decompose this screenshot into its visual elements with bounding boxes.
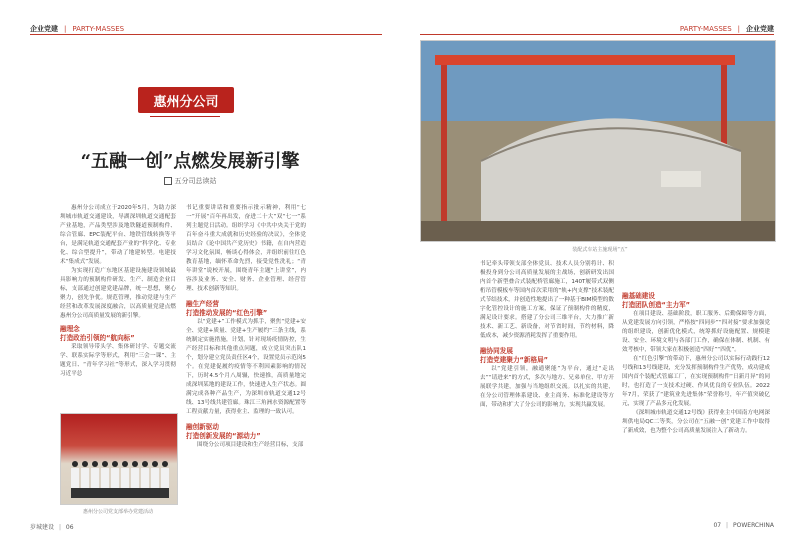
section-label-right: 企业党建 xyxy=(746,25,774,33)
subheading: 融基础建设 xyxy=(622,292,655,300)
group-photo-figures xyxy=(61,414,177,504)
author-box-icon xyxy=(164,177,172,185)
publication-name: 岁城建设 xyxy=(30,524,55,531)
section-sub-right: PARTY-MASSES xyxy=(679,25,732,33)
page-number: 06 xyxy=(65,524,74,531)
author-name: 五分司总读站 xyxy=(174,177,217,185)
paragraph: 采取领导带头学、集体研讨学、专题交流学、联系实际学等形式，利用“三会一课”、主题党日、“青年学习社”等形式，深入学习贯彻习近平总 xyxy=(60,344,176,377)
subheading: 融理念 xyxy=(60,325,80,333)
construction-photo xyxy=(420,40,776,242)
paragraph: 书记重要讲话和重要指示批示精神，利用“七一”开展“百年再出发，奋进二十大”双“七一”系列主题党日活动。组织学习《中共中央关于党的百年奋斗重大成就和历史经验的决议》，全体党员结合《论中国共产党历史》书籍，在自内营造学习文化氛围，畅谈心得体会，并组织前往红色教育基地，缅怀革命先烈，接受党性洗礼；“青年讲堂”说校开展，围绕青年主题“上讲堂”，内容涉及业务、安全、财务、企业管理、经营管理、技术创新等知识。 xyxy=(186,205,306,292)
paragraph: 惠州分公司成立于2020年5月，为助力深圳城市轨道交通建设，导湖深圳轨道交通配套产业基地，产品类型涉及地铁隧道预制构件、综合管廊、EPC装配平台、地铁管线转换等平台，是满足轨道交通配套产业的“科学化、专业化、综合型提升”，带动了地建转型。电建技术“集成式”发展。 xyxy=(60,205,176,265)
company-banner: 惠州分公司 xyxy=(138,87,234,113)
subheading: 打造创新发展的“源动力” xyxy=(186,432,261,440)
footer-right: 07 | POWERCHINA xyxy=(713,522,774,529)
photo-caption: 惠州分公司党支部举办党建活动 xyxy=(82,509,153,515)
subheading: 打造党建聚力“新格局” xyxy=(480,356,549,364)
photo-caption: 装配式车站主施现场“五” xyxy=(572,247,628,253)
column-4 xyxy=(622,292,770,436)
footer-left: 岁城建设 | 06 xyxy=(30,524,74,531)
paragraph: 《深圳城市轨道交通12号线》获得业主中国南方电网深圳供电局QC二等奖，分公司在“五融一创”党建工作中取得了新成效，也为整个公司高质量发展注入了新动力。 xyxy=(622,410,770,434)
column-2 xyxy=(186,204,306,450)
subheading: 打造推动发展的“红色引擎” xyxy=(186,309,268,317)
paragraph: 在项目建设、基础阶段，职工服务、后勤保障等方面，从党建发展方向引领，严格按“四同步”“四对接”要求加强党的组织建设，创新优化模式，统筹抓好设施配置、规模建设、安全、环境文明与各部门工作，确保在体制、机制、有效考核中，带领大家在积极创造“四好”“四优”。 xyxy=(622,311,770,353)
subheading: 融创新驱动 xyxy=(186,423,219,431)
publication-brand: POWERCHINA xyxy=(733,522,774,529)
header-left: 企业党建 | PARTY-MASSES xyxy=(30,25,125,33)
header-rule-right xyxy=(420,34,774,35)
paragraph: 以“党建引领，融通聚能”为平台，通过“走出去”“请进来”的方式，多次与地方、兄弟单位、甲方开展联学共建，加强与当地组织交流。以扎实的共建，在分公司管理体系建设、业主商务、标准化建设等方面，带动和扩大了分公司的影响力，实现共赢发展。 xyxy=(480,366,614,408)
paragraph: 围绕分公司项目建设和生产经营目标，支部 xyxy=(197,442,304,448)
paragraph: 书记牵头带领支部全体党员、技术人员分别将计、积极投身到分公司高质量发展的主战场，创新研发出国内首个新型叠合式装配桥管廊施工，140T履带式双侧桁吊管模板车等国内首次采用的“轨+内支撑”技术装配式节结技术，并创造性地提出了一种基于BIM模型的数字化管控设计的施工方案，保证了预制构件的精度，满足设计要求。搭建了分公司三维平台，大力推广新技术、新工艺、新设备，对节省时间，节约材料，降低成本，减少资源消耗发挥了重要作用。 xyxy=(480,261,614,339)
subheading: 打造团队创造“主力军” xyxy=(622,301,691,309)
column-3 xyxy=(480,260,614,410)
article-author xyxy=(60,176,320,186)
page-number: 07 xyxy=(713,522,722,529)
section-sub-left: PARTY-MASSES xyxy=(72,25,125,33)
article-title: “五融一创”点燃发展新引擎 xyxy=(80,151,300,172)
subheading: 融生产经营 xyxy=(186,300,219,308)
paragraph: 以“党建+”工作模式为抓手，聚焦“党建+安全、党建+质量、党建+生产履约”三条主线，系统制定实施措施，计划，针对现场疫情防控，生产经营目标和其他重点问题，成立党员突击队1个，划分建立党员责任区4个，设置党员示范岗5个。在党建促履约疫情等不利因素影响的情况下，历时4.5个月八周辗，快速推，高质量地完成深圳某地的建设工作，快速进入生产状态。圆满完成各种产品生产，为深圳市轨道交通12号线、13号线共建管廊。珠江三角洲水资源配置等工程贡献力量，获得业主、监理的一致认可。 xyxy=(186,319,306,415)
construction-scene xyxy=(421,41,775,241)
subheading: 打造政治引领的“航向标” xyxy=(60,334,135,342)
section-label-left: 企业党建 xyxy=(30,25,58,33)
column-1 xyxy=(60,204,176,379)
paragraph: 在“红色引擎”的带动下，惠州分公司以实际行动践行12号线和13号线建设，充分发挥预制构件生产优势，成功建成国内首个装配式管廊工厂，在实现预制构件“日新月异”的同时，也打造了一支技术过硬、作风优良的专业队伍。2022年7月，荣获了“建筑业先进集体”荣誉称号，年产值突破亿元，实现了产品多元化发展。 xyxy=(622,356,770,407)
header-right: PARTY-MASSES | 企业党建 xyxy=(679,25,774,33)
subheading: 融协同发展 xyxy=(480,347,513,355)
header-rule-left xyxy=(30,34,382,35)
banner-rule xyxy=(150,116,220,117)
group-photo xyxy=(60,413,178,505)
paragraph: 为实现打造广东地区基建设施建设领域最具影响力的预制构件研发、生产、制造企业目标，支部通过创建党建品牌，统一思想，聚心聚力，创先争优。规范管理，推动党建与生产经营和改革发展深度融合，以高质量党建点燃惠州分公司高质量发展的新引擎。 xyxy=(60,268,176,319)
